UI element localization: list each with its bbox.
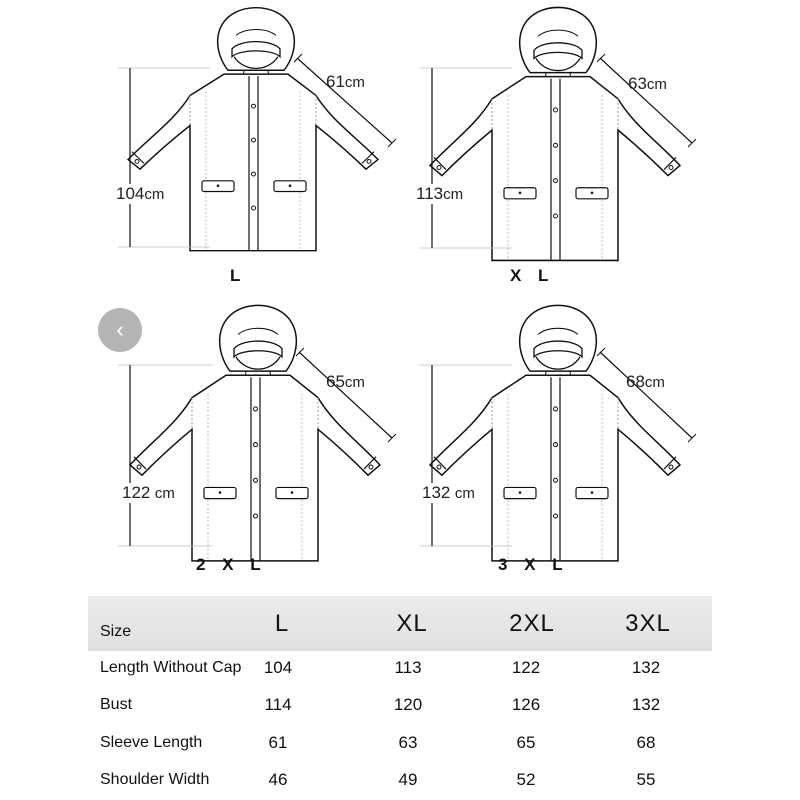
unit: cm — [154, 485, 175, 502]
row-label-sleeve: Sleeve Length — [100, 733, 203, 751]
cell-value: 113 — [394, 657, 422, 677]
unit: cm — [443, 186, 464, 203]
row-label-length: Length Without Cap — [100, 658, 242, 676]
unit: cm — [646, 76, 667, 93]
unit: cm — [144, 186, 165, 203]
sleeve-label-3xl — [626, 372, 665, 392]
cell-value: 46 — [268, 770, 288, 790]
table-header — [88, 596, 712, 651]
cell-value: 132 — [631, 657, 661, 677]
cell-value: 63 — [398, 732, 418, 752]
size-label-3xl: 3 X L — [498, 555, 569, 574]
length-label-2xl — [122, 483, 175, 503]
cell-value: 120 — [393, 695, 423, 715]
header-size-2xl: 2XL — [509, 609, 555, 637]
size-table — [88, 596, 712, 799]
length-value: 122 — [122, 483, 151, 502]
header-size-xl: XL — [396, 609, 428, 637]
cell-value: 61 — [268, 732, 288, 752]
table-row — [88, 687, 712, 725]
length-value: 104 — [116, 184, 145, 203]
cell-value: 122 — [511, 657, 541, 677]
size-label-xl: X L — [510, 266, 555, 285]
sleeve-label-xl — [628, 74, 667, 94]
cell-value: 68 — [636, 732, 656, 752]
length-label-3xl — [422, 483, 475, 503]
size-label-2xl: 2 X L — [196, 555, 267, 574]
sleeve-value: 68 — [626, 372, 645, 391]
sleeve-value: 65 — [326, 372, 345, 391]
table-row — [88, 649, 712, 687]
sleeve-label-l — [326, 72, 365, 92]
cell-value: 132 — [631, 695, 661, 715]
cell-value: 114 — [264, 695, 292, 715]
coat-diagram-2xl — [118, 305, 396, 561]
coat-diagram-xl — [420, 7, 696, 260]
cell-value: 52 — [516, 770, 536, 790]
unit: cm — [344, 74, 365, 91]
header-size-3xl: 3XL — [625, 609, 671, 637]
header-size-label: Size — [100, 622, 132, 640]
length-value: 113 — [416, 184, 444, 203]
table-row — [88, 724, 712, 762]
row-label-shoulder: Shoulder Width — [100, 771, 210, 789]
table-row — [88, 762, 712, 800]
cell-value: 55 — [636, 770, 656, 790]
sleeve-value: 61 — [326, 72, 345, 91]
unit: cm — [344, 374, 365, 391]
sleeve-label-2xl — [326, 372, 365, 392]
cell-value: 65 — [516, 732, 536, 752]
header-size-l: L — [274, 609, 290, 637]
cell-value: 104 — [263, 657, 293, 677]
carousel-prev-button[interactable] — [98, 308, 142, 352]
length-label-xl — [416, 184, 463, 204]
row-label-bust: Bust — [100, 696, 133, 714]
cell-value: 126 — [511, 695, 541, 715]
unit: cm — [644, 374, 665, 391]
cell-value: 49 — [398, 770, 418, 790]
length-label-l — [116, 184, 164, 204]
sleeve-value: 63 — [628, 74, 647, 93]
coat-diagram-3xl — [420, 305, 696, 561]
length-value: 132 — [422, 483, 451, 502]
unit: cm — [454, 485, 475, 502]
coat-diagram-l — [118, 8, 396, 251]
chevron-left-icon: ‹ — [116, 317, 124, 342]
size-label-l: L — [230, 266, 247, 285]
